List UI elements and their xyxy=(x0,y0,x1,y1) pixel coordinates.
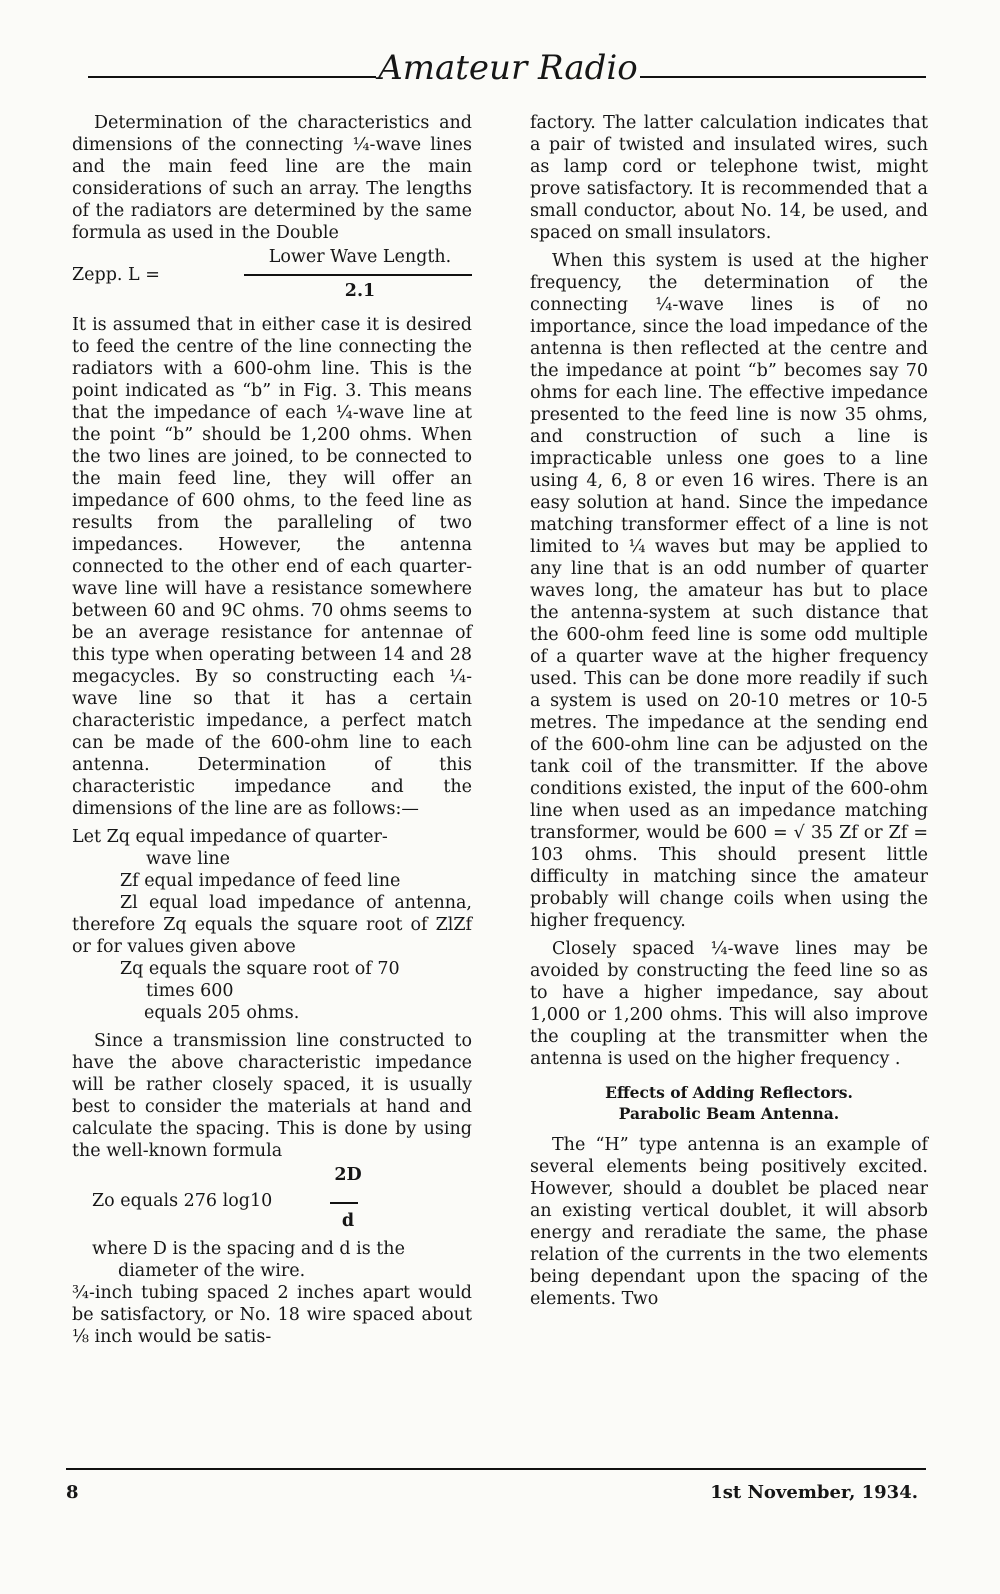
paragraph: Determination of the characteristics and dimensions of the connecting ¼-wave lines and the main feed line are the main considerations of such an array. The lengths of the radiators are determined by the same formula as used in the Double xyxy=(72,113,472,243)
definition-line: Zf equal impedance of feed line xyxy=(120,871,401,891)
definition-line: Zq equals the square root of 70 xyxy=(120,959,400,979)
formula-lhs: Zo equals 276 log10 xyxy=(92,1191,273,1211)
zepp-length-formula xyxy=(72,246,472,312)
masthead-rule-right xyxy=(640,76,926,78)
formula-denominator: d xyxy=(341,1211,355,1231)
issue-date: 1st November, 1934. xyxy=(710,1482,918,1503)
paragraph: where D is the spacing and d is the xyxy=(92,1239,405,1259)
zo-formula xyxy=(72,1164,472,1236)
masthead xyxy=(88,46,926,98)
paragraph: ¾-inch tubing spaced 2 inches apart would be satisfactory, or No. 18 wire spaced about ⅛ inch would be satis- xyxy=(72,1283,472,1347)
formula-numerator: 2D xyxy=(334,1165,362,1185)
section-heading xyxy=(530,1082,928,1124)
paragraph: diameter of the wire. xyxy=(118,1261,306,1281)
definition-line: equals 205 ohms. xyxy=(144,1003,300,1023)
paragraph: The “H” type antenna is an example of several elements being positively excited. However, should a doublet be placed near an existing vertical doublet, it will absorb energy and reradiate the same, the phase relation of the currents in the two elements being dependant upon the spacing of the elements. Two xyxy=(530,1135,928,1309)
formula-denominator: 2.1 xyxy=(344,281,376,301)
paragraph: factory. The latter calculation indicates that a pair of twisted and insulated wires, such as lamp cord or telephone twist, might prove satisfactory. It is recommended that a small conductor, about No. 14, be used, and spaced on small insulators. xyxy=(530,113,928,243)
heading-line: Effects of Adding Reflectors. xyxy=(605,1083,853,1102)
fraction-bar xyxy=(244,274,472,276)
left-column xyxy=(72,112,472,1348)
heading-line: Parabolic Beam Antenna. xyxy=(618,1104,840,1123)
masthead-rule-left xyxy=(88,76,376,78)
publication-title: Amateur Radio xyxy=(378,48,638,88)
definition-line: wave line xyxy=(146,849,231,869)
page-footer xyxy=(66,1468,926,1508)
formula-numerator: Lower Wave Length. xyxy=(268,247,452,267)
paragraph: Since a transmission line constructed to have the above characteristic impedance will be rather closely spaced, it is usually best to consider the materials at hand and calculate the spacing. This is done by using the well-known formula xyxy=(72,1031,472,1161)
paragraph: When this system is used at the higher frequency, the determination of the connecting ¼-wave lines is of no importance, since the load impedance of the antenna is then reflected at the centre and the impedance at point “b” becomes say 70 ohms for each line. The effective impedance presented to the feed line is now 35 ohms, and construction of such a line is impracticable unless one goes to a line using 4, 6, 8 or even 16 wires. There is an easy solution at hand. Since the impedance matching transformer effect of a line is not limited to ¼ waves but may be applied to any line that is an odd number of quarter waves long, the amateur has but to place the antenna-system at such distance that the 600-ohm feed line is some odd multiple of a quarter wave at the higher frequency used. This can be done more readily if such a system is used on 20-10 metres or 10-5 metres. The impedance at the sending end of the 600-ohm line can be adjusted on the tank coil of the transmitter. If the above conditions existed, the input of the 600-ohm line when used as an impedance matching transformer, would be 600 = √ 35 Zf or Zf = 103 ohms. This should present little difficulty in matching since the amateur probably will change coils when using the higher frequency. xyxy=(530,251,928,931)
paragraph: It is assumed that in either case it is desired to feed the centre of the line connecting the radiators with a 600-ohm line. This is the point indicated as “b” in Fig. 3. This means that the impedance of each ¼-wave line at the point “b” should be 1,200 ohms. When the two lines are joined, to be connected to the main feed line, they will offer an impedance of 600 ohms, to the feed line as results from the paralleling of two impedances. However, the antenna connected to the other end of each quarter-wave line will have a resistance somewhere between 60 and 9C ohms. 70 ohms seems to be an average resistance for antennae of this type when operating between 14 and 28 megacycles. By so constructing each ¼-wave line so that it has a certain characteristic impedance, a perfect match can be made of the 600-ohm line to each antenna. Determination of this characteristic impedance and the dimensions of the line are as follows:— xyxy=(72,315,472,819)
page-number: 8 xyxy=(66,1482,79,1503)
definition-line: times 600 xyxy=(146,981,234,1001)
right-column xyxy=(530,112,928,1310)
paragraph: Closely spaced ¼-wave lines may be avoided by constructing the feed line so as to have a higher impedance, say about 1,000 or 1,200 ohms. This will also improve the coupling at the transmitter when the antenna is used on the higher frequency . xyxy=(530,939,928,1069)
definition-line: Let Zq equal impedance of quarter- xyxy=(72,827,388,847)
definition-line: Zl equal load impedance of antenna, therefore Zq equals the square root of ZlZf or for values given above xyxy=(72,893,472,957)
formula-lhs: Zepp. L = xyxy=(72,265,160,285)
fraction-bar xyxy=(330,1202,358,1204)
footer-rule xyxy=(66,1468,926,1470)
